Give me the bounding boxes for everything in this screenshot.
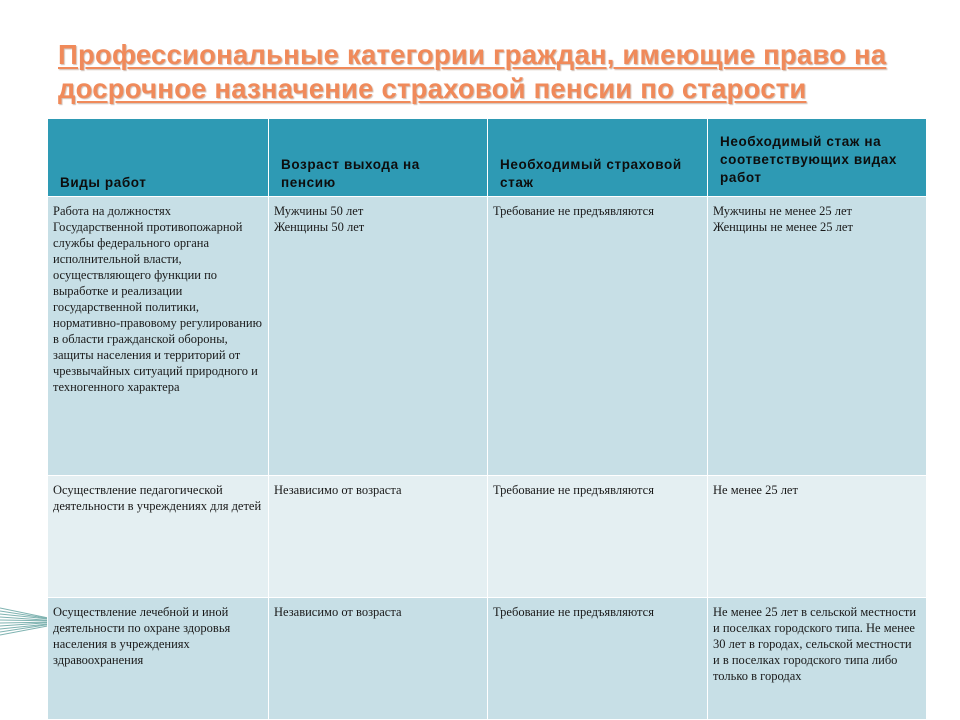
special-women: Женщины не менее 25 лет xyxy=(713,220,853,234)
pension-categories-table xyxy=(47,118,927,720)
cell-insurance-experience: Требование не предъявляются xyxy=(488,197,708,476)
header-work-type: Виды работ xyxy=(48,119,269,197)
page-title: Профессиональные категории граждан, имеющие право на досрочное назначение страховой пенсии по старости xyxy=(58,39,887,104)
table-row xyxy=(48,197,927,476)
age-women: Женщины 50 лет xyxy=(274,220,365,234)
cell-special-experience: Не менее 25 лет в сельской местности и поселках городского типа. Не менее 30 лет в городах, сельской местности и в поселках городского типа либо только в городах xyxy=(708,598,927,720)
age-men: Мужчины 50 лет xyxy=(274,204,364,218)
table-row xyxy=(48,598,927,720)
cell-special-experience: Не менее 25 лет xyxy=(708,476,927,598)
table-row xyxy=(48,476,927,598)
cell-special-experience xyxy=(708,197,927,476)
cell-retirement-age: Независимо от возраста xyxy=(269,476,488,598)
header-special-experience: Необходимый стаж на соответствующих видах работ xyxy=(708,119,927,197)
cell-work-type: Осуществление педагогической деятельности в учреждениях для детей xyxy=(48,476,269,598)
special-men: Мужчины не менее 25 лет xyxy=(713,204,853,218)
header-insurance-experience: Необходимый страховой стаж xyxy=(488,119,708,197)
header-retirement-age: Возраст выхода на пенсию xyxy=(269,119,488,197)
cell-retirement-age xyxy=(269,197,488,476)
cell-work-type: Работа на должностях Государственной противопожарной службы федерального органа исполнительной власти, осуществляющего функции по выработке и реализации государственной политики, нормативно-правовому регулированию в области гражданской обороны, защиты населения и территорий от чрезвычайных ситуаций природного и техногенного характера xyxy=(48,197,269,476)
cell-retirement-age: Независимо от возраста xyxy=(269,598,488,720)
cell-insurance-experience: Требование не предъявляются xyxy=(488,598,708,720)
cell-work-type: Осуществление лечебной и иной деятельности по охране здоровья населения в учреждениях здравоохранения xyxy=(48,598,269,720)
cell-insurance-experience: Требование не предъявляются xyxy=(488,476,708,598)
table-header-row xyxy=(48,119,927,197)
